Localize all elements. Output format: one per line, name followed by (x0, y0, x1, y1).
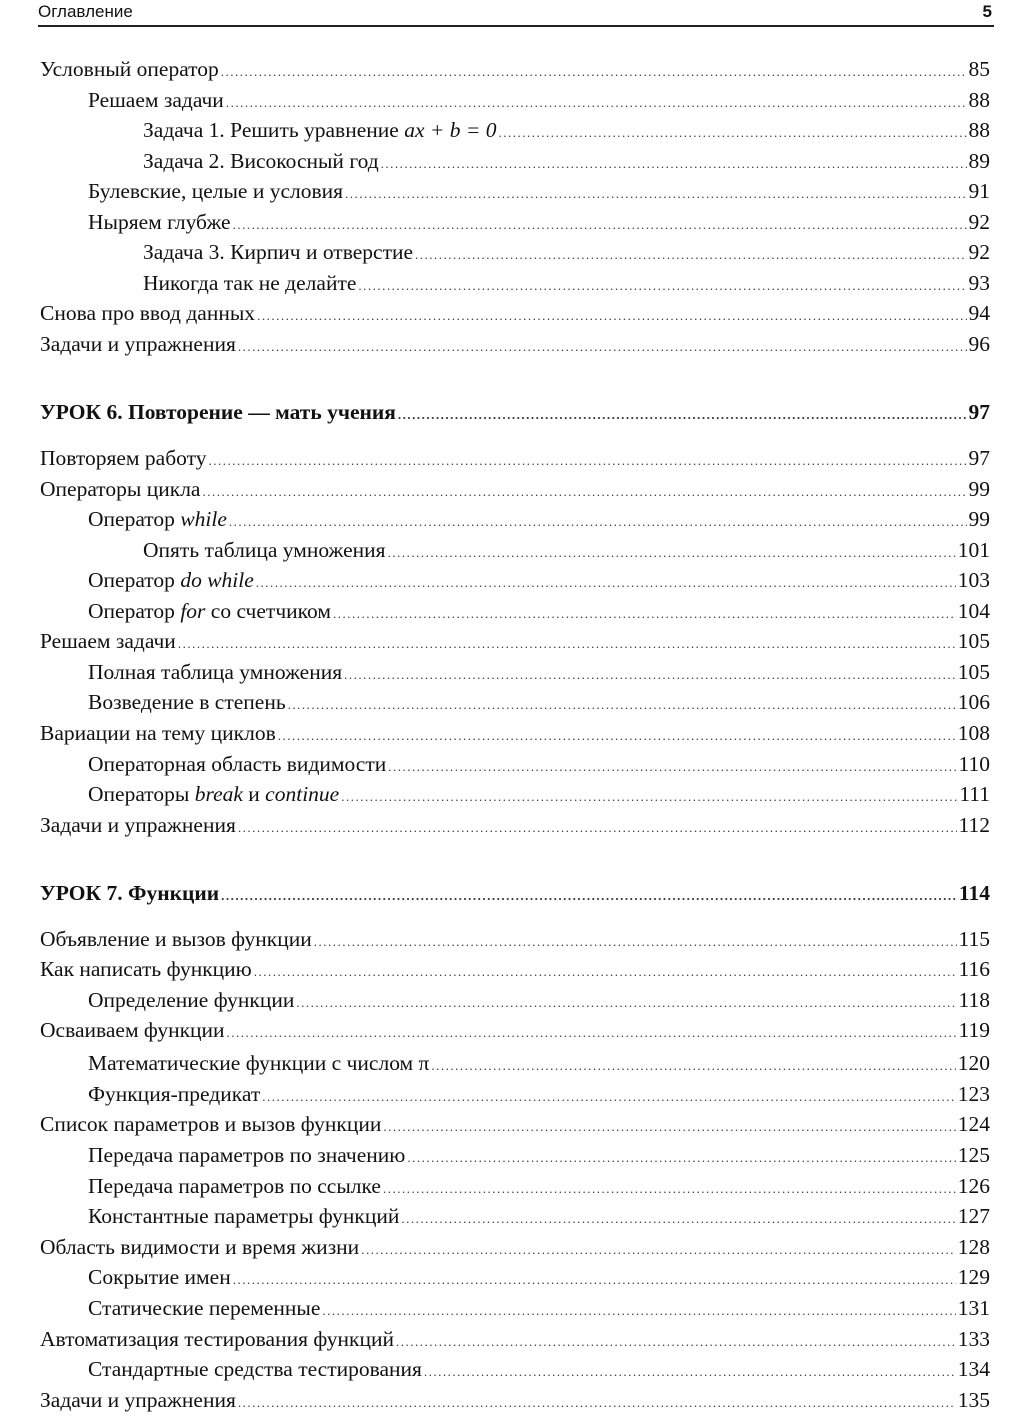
toc-leader-dots (238, 1389, 956, 1417)
toc-lesson-heading[interactable] (40, 879, 990, 907)
header-title: Оглавление (38, 2, 133, 21)
toc-leader-dots (296, 989, 956, 1017)
toc-leader-dots (257, 302, 966, 330)
toc-entry[interactable] (40, 1202, 990, 1230)
toc-page-number: 124 (957, 1112, 990, 1136)
toc-entry[interactable] (40, 1080, 990, 1108)
toc-entry-title: Условный оператор (40, 57, 219, 81)
toc-leader-dots (238, 333, 967, 361)
toc-leader-dots (288, 691, 956, 719)
toc-page-number: 91 (968, 179, 990, 203)
toc-leader-dots (208, 447, 966, 475)
toc-page-number: 88 (968, 88, 990, 112)
toc-page-number: 115 (958, 927, 990, 951)
toc-entry[interactable] (40, 1016, 990, 1044)
toc-page-number: 110 (958, 752, 990, 776)
toc-page-number: 116 (958, 957, 990, 981)
toc-entry-title: Задачи и упражнения (40, 1388, 236, 1412)
toc-page-number: 125 (957, 1143, 990, 1167)
toc-leader-dots (226, 89, 967, 117)
toc-entry-title: Никогда так не делайте (143, 271, 357, 295)
toc-leader-dots (361, 1236, 956, 1264)
toc-entry-title: Ныряем глубже (88, 210, 231, 234)
toc-page-number: 108 (957, 721, 990, 745)
toc-entry-title: Задача 3. Кирпич и отверстие (143, 240, 414, 264)
toc-entry[interactable] (40, 1294, 990, 1322)
toc-entry-title: Оператор for со счетчиком (88, 599, 331, 623)
toc-entry[interactable] (40, 658, 990, 686)
toc-leader-dots (178, 630, 956, 658)
toc-leader-dots (401, 1205, 955, 1233)
toc-leader-dots (233, 1266, 956, 1294)
toc-leader-dots (202, 478, 966, 506)
toc-entry[interactable] (40, 780, 990, 808)
toc-page-number: 114 (958, 881, 990, 905)
toc-entry[interactable] (40, 750, 990, 778)
toc-entry-title: УРОК 7. Функции (40, 881, 220, 905)
toc-page-number: 134 (957, 1357, 990, 1381)
toc-entry[interactable] (40, 1325, 990, 1353)
toc-entry[interactable] (40, 1233, 990, 1261)
toc-leader-dots (333, 600, 956, 628)
toc-page-number: 129 (957, 1265, 990, 1289)
toc-page-number: 135 (957, 1388, 990, 1412)
toc-leader-dots (314, 928, 957, 956)
toc-page-number: 93 (968, 271, 990, 295)
toc-leader-dots (388, 753, 956, 781)
toc-leader-dots (341, 783, 957, 811)
toc-entry-title: Функция-предикат (88, 1082, 261, 1106)
toc-entry-title: Константные параметры функций (88, 1204, 400, 1228)
toc-leader-dots (262, 1083, 956, 1111)
toc-entry-title: Стандартные средства тестирования (88, 1357, 422, 1381)
toc-entry[interactable] (40, 1355, 990, 1383)
toc-page-number: 118 (958, 988, 990, 1012)
toc-leader-dots (388, 539, 956, 567)
toc-leader-dots (358, 272, 966, 300)
toc-entry-title: Как написать функцию (40, 957, 252, 981)
toc-entry[interactable] (40, 269, 990, 297)
toc-entry[interactable] (40, 147, 990, 175)
toc-page-number: 119 (958, 1018, 990, 1042)
toc-page-number: 97 (968, 446, 990, 470)
toc-page-number: 85 (968, 57, 990, 81)
toc-entry[interactable] (40, 566, 990, 594)
toc-page-number: 120 (957, 1051, 990, 1075)
toc-page-number: 94 (968, 301, 990, 325)
toc-leader-dots (256, 569, 956, 597)
toc-entry[interactable] (40, 719, 990, 747)
toc-leader-dots (383, 1175, 956, 1203)
toc-lesson-heading[interactable] (40, 398, 990, 426)
toc-leader-dots (396, 1328, 956, 1356)
toc-entry[interactable] (40, 330, 990, 358)
toc-entry[interactable] (40, 1386, 990, 1414)
toc-leader-dots (345, 180, 966, 208)
toc-entry-title: Задача 2. Високосный год (143, 149, 379, 173)
toc-page-number: 106 (957, 690, 990, 714)
toc-leader-dots (227, 1019, 957, 1047)
toc-entry[interactable] (40, 444, 990, 472)
toc-page-number: 88 (968, 118, 990, 142)
toc-entry-title: Решаем задачи (88, 88, 224, 112)
header-page-number: 5 (982, 2, 992, 21)
toc-leader-dots (499, 119, 967, 147)
toc-entry-title: Снова про ввод данных (40, 301, 256, 325)
toc-entry[interactable] (40, 627, 990, 655)
toc-leader-dots (278, 722, 956, 750)
toc-page-number: 111 (959, 782, 990, 806)
toc-page-number: 133 (957, 1327, 990, 1351)
toc-page-number: 96 (968, 332, 990, 356)
toc-page-number: 131 (957, 1296, 990, 1320)
toc-page-number: 101 (957, 538, 990, 562)
toc-leader-dots (233, 211, 967, 239)
toc-entry-title: Задачи и упражнения (40, 813, 236, 837)
toc-entry[interactable] (40, 1263, 990, 1291)
toc-page-number: 89 (968, 149, 990, 173)
toc-page-number: 104 (957, 599, 990, 623)
toc-page-number: 128 (957, 1235, 990, 1259)
toc-entry-title: Операторы цикла (40, 477, 201, 501)
toc-entry-title: Объявление и вызов функции (40, 927, 312, 951)
toc-entry[interactable] (40, 475, 990, 503)
toc-entry-title: Вариации на тему циклов (40, 721, 276, 745)
toc-entry-title: Математические функции с числом π (88, 1051, 430, 1075)
toc-entry[interactable] (40, 177, 990, 205)
toc-entry-title: Передача параметров по значению (88, 1143, 406, 1167)
toc-entry-title: Определение функции (88, 988, 295, 1012)
toc-page-number: 112 (958, 813, 990, 837)
toc-entry[interactable] (40, 55, 990, 83)
toc-leader-dots (322, 1297, 955, 1325)
toc-leader-dots (381, 150, 967, 178)
toc-leader-dots (415, 241, 966, 269)
toc-entry-title: Оператор do while (88, 568, 254, 592)
toc-entry-title: Повторяем работу (40, 446, 207, 470)
toc-entry[interactable] (40, 986, 990, 1014)
toc-entry[interactable] (40, 597, 990, 625)
toc-entry-title: Автоматизация тестирования функций (40, 1327, 394, 1351)
toc-entry[interactable] (40, 1141, 990, 1169)
toc-leader-dots (221, 882, 957, 910)
toc-entry-title: Опять таблица умножения (143, 538, 386, 562)
toc-leader-dots (221, 58, 967, 86)
toc-leader-dots (431, 1052, 955, 1080)
toc-leader-dots (398, 401, 967, 429)
toc-page-number: 92 (968, 240, 990, 264)
toc-entry-title: Передача параметров по ссылке (88, 1174, 381, 1198)
toc-leader-dots (238, 814, 957, 842)
toc-entry[interactable] (40, 536, 990, 564)
toc-entry-title: Задача 1. Решить уравнение ax + b = 0 (143, 118, 497, 142)
toc-page-number: 127 (957, 1204, 990, 1228)
toc-entry-title: Задачи и упражнения (40, 332, 236, 356)
toc-entry[interactable] (40, 955, 990, 983)
toc-page-number: 105 (957, 660, 990, 684)
toc-entry[interactable] (40, 925, 990, 953)
toc-entry-title: Булевские, целые и условия (88, 179, 344, 203)
toc-leader-dots (254, 958, 957, 986)
toc-entry-title: Решаем задачи (40, 629, 176, 653)
toc-page-number: 99 (968, 477, 990, 501)
toc-page-number: 105 (957, 629, 990, 653)
toc-page-number: 103 (957, 568, 990, 592)
toc-entry-title: Осваиваем функции (40, 1018, 225, 1042)
toc-leader-dots (229, 508, 967, 536)
toc-entry-title: Сокрытие имен (88, 1265, 231, 1289)
toc-entry[interactable] (40, 1049, 990, 1077)
toc-entry-title: УРОК 6. Повторение — мать учения (40, 400, 396, 424)
toc-entry-title: Оператор while (88, 507, 227, 531)
toc-entry-title: Операторная область видимости (88, 752, 387, 776)
toc-entry-title: Операторы break и continue (88, 782, 340, 806)
toc-entry[interactable] (40, 811, 990, 839)
toc-entry[interactable] (40, 116, 990, 144)
toc-leader-dots (344, 661, 956, 689)
toc-page-number: 97 (968, 400, 990, 424)
toc-entry[interactable] (40, 1110, 990, 1138)
toc-entry-title: Полная таблица умножения (88, 660, 343, 684)
toc-leader-dots (407, 1144, 955, 1172)
toc-entry-title: Статические переменные (88, 1296, 321, 1320)
toc-entry[interactable] (40, 1172, 990, 1200)
toc-entry-title: Возведение в степень (88, 690, 286, 714)
running-header (38, 0, 994, 27)
toc-entry-title: Список параметров и вызов функции (40, 1112, 382, 1136)
toc-entry[interactable] (40, 688, 990, 716)
toc-leader-dots (424, 1358, 956, 1386)
toc-entry[interactable] (40, 505, 990, 533)
toc-entry[interactable] (40, 299, 990, 327)
toc-page-number: 99 (968, 507, 990, 531)
toc-page-number: 123 (957, 1082, 990, 1106)
toc-entry[interactable] (40, 208, 990, 236)
toc-page-number: 92 (968, 210, 990, 234)
toc-entry-title: Область видимости и время жизни (40, 1235, 360, 1259)
toc-page-number: 126 (957, 1174, 990, 1198)
toc-entry[interactable] (40, 86, 990, 114)
toc-entry[interactable] (40, 238, 990, 266)
toc-leader-dots (383, 1113, 955, 1141)
